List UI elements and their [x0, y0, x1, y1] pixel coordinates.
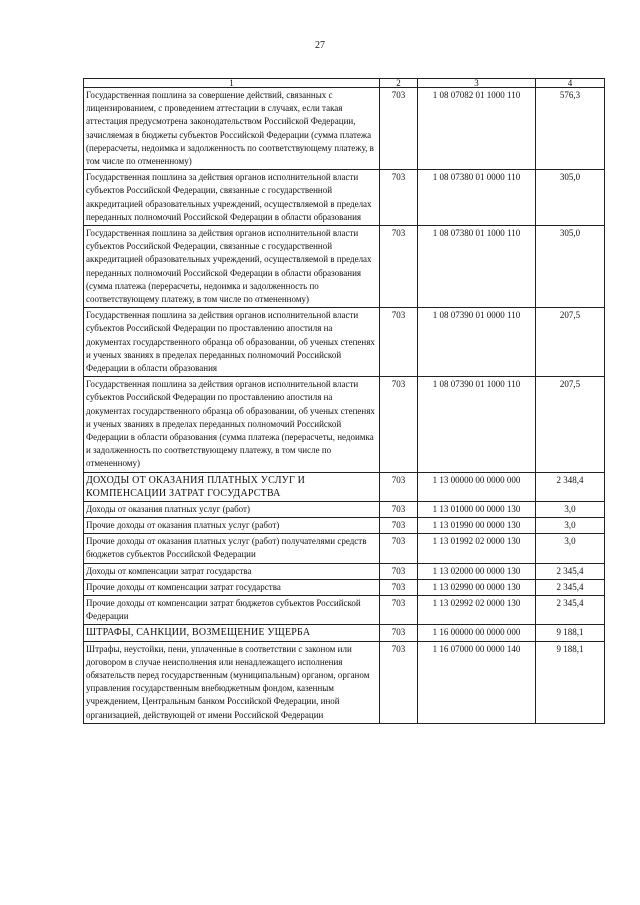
row-budget-code: 1 13 01000 00 0000 130 [418, 501, 536, 517]
row-budget-code: 1 13 02990 00 0000 130 [418, 579, 536, 595]
row-admin-code: 703 [380, 595, 418, 624]
row-budget-code: 1 13 02000 00 0000 130 [418, 563, 536, 579]
row-budget-code: 1 08 07390 01 0000 110 [418, 308, 536, 377]
row-admin-code: 703 [380, 308, 418, 377]
table-row [84, 641, 605, 723]
row-name: Государственная пошлина за действия органов исполнительной власти субъектов Российской Федерации, связанные с государственной аккредитацией образовательных учреждений, осуществляемой в пределах переданных полномочий Российской Федерации в области образования (сумма платежа (перерасчеты, недоимка и задолженность по соответствующему платежу, в том числе по отмененному) [84, 226, 380, 308]
column-header-name: 1 [84, 79, 380, 88]
row-amount: 2 345,4 [536, 595, 605, 624]
row-budget-code: 1 16 00000 00 0000 000 [418, 625, 536, 641]
row-amount: 9 188,1 [536, 641, 605, 723]
row-admin-code: 703 [380, 517, 418, 533]
row-name: Государственная пошлина за действия органов исполнительной власти субъектов Российской Федерации, связанные с государственной аккредитацией образовательных учреждений, осуществляемой в пределах переданных полномочий Российской Федерации в области образования [84, 170, 380, 226]
row-admin-code: 703 [380, 501, 418, 517]
row-amount: 207,5 [536, 308, 605, 377]
row-amount: 576,3 [536, 88, 605, 170]
row-name: Штрафы, неустойки, пени, уплаченные в соответствии с законом или договором в случае неисполнения или ненадлежащего исполнения обязательств перед государственным (муниципальным) органом, органом управления государственным внебюджетным фондом, казенным учреждением, Центральным банком Российской Федерации, иной организацией, действующей от имени Российской Федерации [84, 641, 380, 723]
row-name: Прочие доходы от оказания платных услуг (работ) [84, 517, 380, 533]
row-budget-code: 1 16 07000 00 0000 140 [418, 641, 536, 723]
table-row-section [84, 472, 605, 501]
row-amount: 2 345,4 [536, 579, 605, 595]
row-name: Прочие доходы от компенсации затрат бюджетов субъектов Российской Федерации [84, 595, 380, 624]
row-amount: 2 345,4 [536, 563, 605, 579]
row-budget-code: 1 08 07380 01 0000 110 [418, 170, 536, 226]
row-amount: 2 348,4 [536, 472, 605, 501]
row-amount: 3,0 [536, 534, 605, 563]
row-budget-code: 1 08 07390 01 1000 110 [418, 377, 536, 472]
row-name: Государственная пошлина за действия органов исполнительной власти субъектов Российской Федерации по проставлению апостиля на документах государственного образца об образовании, об ученых степенях и ученых званиях в пределах переданных полномочий Российской Федерации в области образования (сумма платежа (перерасчеты, недоимка и задолженность по соответствующему платежу, в том числе по отмененному) [84, 377, 380, 472]
table-row [84, 563, 605, 579]
row-name: Государственная пошлина за совершение действий, связанных с лицензированием, с проведением аттестации в случаях, если такая аттестация предусмотрена законодательством Российской Федерации, зачисляемая в бюджеты субъектов Российской Федерации (сумма платежа (перерасчеты, недоимка и задолженность по соответствующему платежу, в том числе по отмененному) [84, 88, 380, 170]
row-amount: 207,5 [536, 377, 605, 472]
row-admin-code: 703 [380, 534, 418, 563]
row-amount: 305,0 [536, 170, 605, 226]
section-heading: ДОХОДЫ ОТ ОКАЗАНИЯ ПЛАТНЫХ УСЛУГ И КОМПЕНСАЦИИ ЗАТРАТ ГОСУДАРСТВА [84, 472, 380, 501]
table-row [84, 595, 605, 624]
row-name: Доходы от компенсации затрат государства [84, 563, 380, 579]
row-admin-code: 703 [380, 88, 418, 170]
table-row [84, 517, 605, 533]
row-name: Государственная пошлина за действия органов исполнительной власти субъектов Российской Федерации по проставлению апостиля на документах государственного образца об образовании, об ученых степенях и ученых званиях в пределах переданных полномочий Российской Федерации в области образования [84, 308, 380, 377]
revenue-table [83, 78, 605, 724]
row-name: Прочие доходы от компенсации затрат государства [84, 579, 380, 595]
row-budget-code: 1 13 00000 00 0000 000 [418, 472, 536, 501]
section-heading: ШТРАФЫ, САНКЦИИ, ВОЗМЕЩЕНИЕ УЩЕРБА [84, 625, 380, 641]
table-row [84, 377, 605, 472]
column-header-amount: 4 [536, 79, 605, 88]
table-row [84, 226, 605, 308]
row-amount: 3,0 [536, 501, 605, 517]
table-row [84, 501, 605, 517]
row-budget-code: 1 13 01990 00 0000 130 [418, 517, 536, 533]
table-row [84, 308, 605, 377]
row-admin-code: 703 [380, 579, 418, 595]
row-admin-code: 703 [380, 472, 418, 501]
row-admin-code: 703 [380, 563, 418, 579]
row-admin-code: 703 [380, 641, 418, 723]
table-row [84, 534, 605, 563]
page-number: 27 [315, 40, 325, 51]
table-row [84, 579, 605, 595]
row-admin-code: 703 [380, 226, 418, 308]
row-budget-code: 1 13 01992 02 0000 130 [418, 534, 536, 563]
column-header-code: 3 [418, 79, 536, 88]
row-budget-code: 1 13 02992 02 0000 130 [418, 595, 536, 624]
row-name: Прочие доходы от оказания платных услуг (работ) получателями средств бюджетов субъектов Российской Федерации [84, 534, 380, 563]
row-budget-code: 1 08 07082 01 1000 110 [418, 88, 536, 170]
table-row [84, 88, 605, 170]
row-amount: 305,0 [536, 226, 605, 308]
table-header-row [84, 79, 605, 88]
row-amount: 3,0 [536, 517, 605, 533]
row-admin-code: 703 [380, 625, 418, 641]
row-admin-code: 703 [380, 377, 418, 472]
table-row [84, 170, 605, 226]
row-admin-code: 703 [380, 170, 418, 226]
row-budget-code: 1 08 07380 01 1000 110 [418, 226, 536, 308]
row-amount: 9 188,1 [536, 625, 605, 641]
column-header-admin: 2 [380, 79, 418, 88]
row-name: Доходы от оказания платных услуг (работ) [84, 501, 380, 517]
table-row-section [84, 625, 605, 641]
